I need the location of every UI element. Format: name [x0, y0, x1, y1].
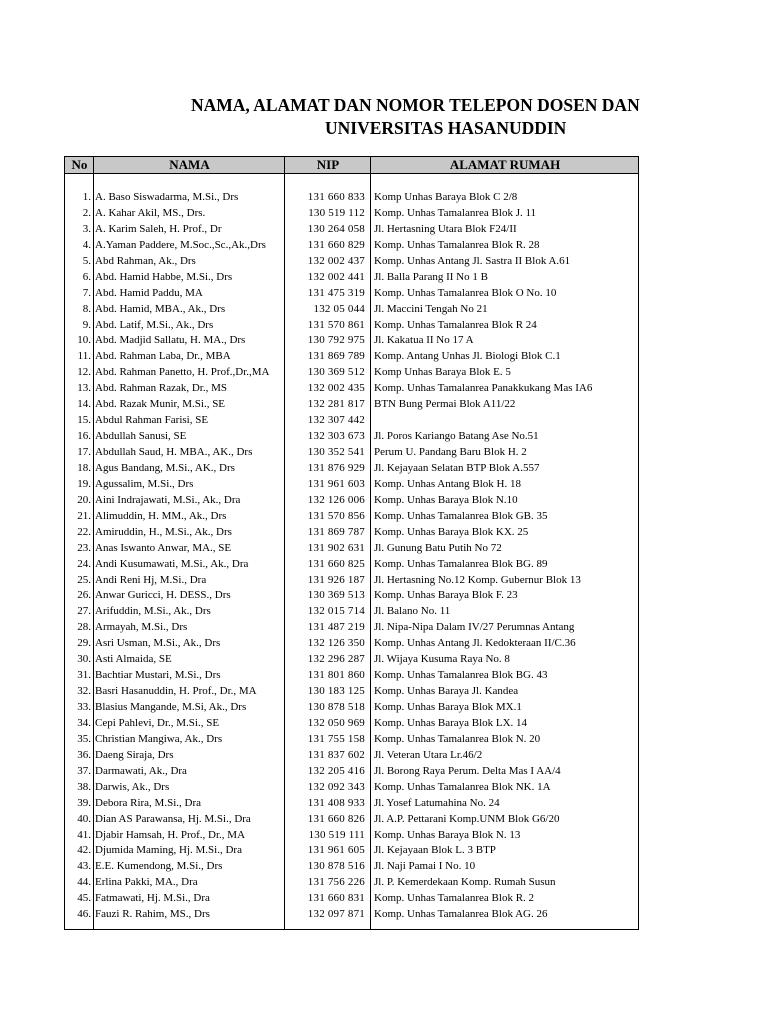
- row-alamat: Jl. Maccini Tengah No 21: [374, 302, 488, 315]
- row-nip: 132 205 416: [307, 764, 365, 777]
- row-alamat: Komp. Unhas Tamalanrea Blok NK. 1A: [374, 780, 551, 793]
- row-nama: Basri Hasanuddin, H. Prof., Dr., MA: [95, 685, 257, 698]
- row-number: 15.: [77, 414, 91, 427]
- row-nama: Abd. Rahman Panetto, H. Prof.,Dr.,MA: [95, 366, 270, 379]
- row-number: 46.: [77, 908, 91, 921]
- row-nip: 130 878 518: [307, 701, 365, 713]
- table-row: [64, 732, 639, 748]
- row-nama: Aini Indrajawati, M.Si., Ak., Dra: [95, 493, 241, 506]
- header-no: No: [71, 157, 88, 172]
- row-nip: 130 792 975: [307, 334, 365, 347]
- table-row: [64, 413, 639, 429]
- row-nama: Abd Rahman, Ak., Drs: [95, 254, 196, 267]
- row-nip: 131 660 829: [307, 238, 365, 251]
- row-alamat: Komp. Unhas Baraya Blok MX.1: [374, 701, 522, 713]
- row-number: 6.: [82, 270, 91, 283]
- row-nama: Dian AS Parawansa, Hj. M.Si., Dra: [95, 812, 251, 825]
- row-number: 35.: [77, 732, 91, 745]
- table-row: [64, 859, 639, 875]
- row-alamat: Jl. Wijaya Kusuma Raya No. 8: [374, 653, 510, 666]
- row-nama: Abdul Rahman Farisi, SE: [95, 414, 209, 427]
- row-nama: A.Yaman Paddere, M.Soc.,Sc.,Ak.,Drs: [95, 238, 266, 251]
- row-nip: 131 475 319: [307, 286, 365, 299]
- table-row: [64, 668, 639, 684]
- row-number: 2.: [82, 206, 91, 219]
- row-nip: 132 015 714: [307, 605, 365, 618]
- table-row: [64, 716, 639, 732]
- row-alamat: Jl. Kakatua II No 17 A: [374, 334, 474, 347]
- table-row: [64, 907, 639, 923]
- row-nip: 130 519 111: [308, 828, 365, 841]
- header-nama: NAMA: [169, 157, 210, 172]
- row-nama: A. Karim Saleh, H. Prof., Dr: [95, 222, 222, 235]
- row-nama: Anwar Guricci, H. DESS., Drs: [95, 589, 231, 602]
- table-row: [64, 891, 639, 907]
- table-row: [64, 700, 639, 716]
- row-nip: 131 660 825: [307, 557, 365, 570]
- document-title-line-1: NAMA, ALAMAT DAN NOMOR TELEPON DOSEN DAN: [191, 95, 640, 115]
- row-nama: Darwis, Ak., Drs: [95, 780, 170, 793]
- row-number: 3.: [82, 222, 91, 235]
- row-nama: Abd. Hamid, MBA., Ak., Drs: [95, 302, 226, 315]
- table-row: [64, 588, 639, 604]
- row-alamat: Komp. Unhas Tamalanrea Blok R 24: [374, 318, 537, 331]
- row-alamat: Jl. Hertasning No.12 Komp. Gubernur Blok 13: [374, 573, 581, 586]
- row-nama: Anas Iswanto Anwar, MA., SE: [95, 541, 232, 554]
- row-alamat: BTN Bung Permai Blok A11/22: [374, 398, 516, 411]
- table-row: [64, 270, 639, 286]
- row-nama: Arifuddin, M.Si., Ak., Drs: [95, 605, 211, 618]
- row-number: 26.: [77, 589, 91, 602]
- row-nama: Asri Usman, M.Si., Ak., Drs: [95, 637, 221, 650]
- row-nip: 131 660 826: [307, 812, 365, 825]
- row-alamat: Komp Unhas Baraya Blok E. 5: [374, 366, 511, 379]
- table-row: [64, 620, 639, 636]
- row-nip: 132 296 287: [307, 653, 365, 666]
- row-nip: 131 487 219: [307, 621, 365, 634]
- table-row: [64, 748, 639, 764]
- row-nip: 130 519 112: [308, 206, 365, 219]
- row-number: 12.: [77, 366, 91, 379]
- row-number: 14.: [77, 398, 91, 411]
- row-nip: 132 05 044: [313, 302, 365, 315]
- row-nip: 131 408 933: [307, 796, 365, 809]
- row-alamat: Komp Unhas Baraya Blok C 2/8: [374, 191, 518, 203]
- row-nip: 131 660 833: [307, 191, 365, 203]
- row-number: 8.: [82, 302, 91, 315]
- row-nama: Abdullah Saud, H. MBA., AK., Drs: [95, 446, 253, 458]
- row-nama: Fauzi R. Rahim, MS., Drs: [95, 908, 210, 921]
- table-row: [64, 493, 639, 509]
- row-number: 4.: [82, 238, 91, 251]
- row-number: 45.: [77, 892, 91, 905]
- row-nama: Christian Mangiwa, Ak., Drs: [95, 732, 223, 745]
- row-number: 5.: [82, 254, 91, 267]
- row-alamat: Jl. Poros Kariango Batang Ase No.51: [374, 430, 539, 443]
- table-row: [64, 573, 639, 589]
- row-nama: Cepi Pahlevi, Dr., M.Si., SE: [95, 716, 220, 729]
- row-nip: 132 092 343: [307, 780, 365, 793]
- row-nama: Djabir Hamsah, H. Prof., Dr., MA: [95, 828, 246, 841]
- row-number: 10.: [77, 334, 91, 347]
- row-nama: Djumida Maming, Hj. M.Si., Dra: [95, 844, 242, 857]
- row-number: 34.: [77, 716, 91, 729]
- row-nip: 130 183 125: [307, 685, 365, 698]
- row-number: 1.: [82, 191, 91, 203]
- row-number: 42.: [77, 844, 91, 857]
- row-nama: Darmawati, Ak., Dra: [95, 764, 187, 777]
- row-alamat: Komp. Unhas Tamalanrea Blok J. 11: [374, 206, 537, 219]
- document-title-line-2: UNIVERSITAS HASANUDDIN: [325, 118, 567, 138]
- row-nip: 130 352 541: [307, 446, 365, 458]
- row-nama: Alimuddin, H. MM., Ak., Drs: [95, 509, 227, 522]
- table-row: [64, 875, 639, 891]
- row-alamat: Jl. Balla Parang II No 1 B: [374, 270, 488, 283]
- row-number: 19.: [77, 477, 91, 490]
- row-nama: A. Baso Siswadarma, M.Si., Drs: [95, 191, 239, 203]
- table-row: [64, 604, 639, 620]
- row-number: 20.: [77, 493, 91, 506]
- table-row: [64, 302, 639, 318]
- row-number: 36.: [77, 748, 91, 761]
- row-alamat: Jl. P. Kemerdekaan Komp. Rumah Susun: [374, 876, 556, 889]
- row-nama: Abd. Hamid Paddu, MA: [95, 286, 203, 299]
- row-nip: 132 303 673: [307, 430, 365, 443]
- row-nama: Fatmawati, Hj. M.Si., Dra: [95, 892, 210, 905]
- row-number: 24.: [77, 557, 91, 570]
- table-row: [64, 812, 639, 828]
- table-row: [64, 445, 639, 461]
- row-number: 17.: [77, 446, 91, 458]
- row-alamat: Komp. Unhas Tamalanrea Blok N. 20: [374, 732, 541, 745]
- row-nip: 132 002 441: [307, 270, 365, 283]
- row-nip: 130 878 516: [307, 860, 365, 873]
- row-nip: 131 926 187: [307, 573, 365, 586]
- table-row: [64, 843, 639, 859]
- row-nip: 131 660 831: [307, 892, 365, 905]
- row-nama: Daeng Siraja, Drs: [95, 748, 174, 761]
- table-row: [64, 541, 639, 557]
- table-row: [64, 525, 639, 541]
- row-alamat: Komp. Unhas Antang Jl. Sastra II Blok A.61: [374, 254, 571, 267]
- row-alamat: Komp. Unhas Baraya Blok N. 13: [374, 828, 521, 841]
- header-alamat: ALAMAT RUMAH: [449, 157, 561, 172]
- row-nip: 131 755 158: [307, 732, 365, 745]
- table-row: [64, 318, 639, 334]
- table-row: [64, 636, 639, 652]
- table-row: [64, 333, 639, 349]
- row-alamat: Komp. Unhas Baraya Blok LX. 14: [374, 716, 528, 729]
- row-number: 37.: [77, 764, 91, 777]
- row-alamat: Jl. Balano No. 11: [374, 605, 451, 618]
- row-number: 7.: [82, 286, 91, 299]
- table-row: [64, 652, 639, 668]
- row-number: 11.: [77, 350, 91, 363]
- row-nip: 131 961 603: [307, 477, 365, 490]
- table-row: [64, 222, 639, 238]
- row-nip: 131 570 861: [307, 318, 365, 331]
- table-row: [64, 796, 639, 812]
- row-number: 21.: [77, 509, 91, 522]
- row-nip: 130 369 513: [307, 589, 365, 602]
- row-nama: Abd. Madjid Sallatu, H. MA., Drs: [95, 334, 246, 347]
- table-row: [64, 828, 639, 844]
- row-nip: 131 570 856: [307, 509, 365, 522]
- table-row: [64, 684, 639, 700]
- row-alamat: Jl. Veteran Utara Lr.46/2: [374, 748, 483, 761]
- row-number: 32.: [77, 685, 91, 698]
- row-nama: Abd. Latif, M.Si., Ak., Drs: [95, 318, 214, 331]
- row-number: 43.: [77, 860, 91, 873]
- row-number: 33.: [77, 701, 91, 713]
- row-number: 31.: [77, 669, 91, 682]
- table-row: [64, 206, 639, 222]
- row-nama: E.E. Kumendong, M.Si., Drs: [95, 860, 223, 873]
- table-row: [64, 286, 639, 302]
- row-nama: A. Kahar Akil, MS., Drs.: [95, 206, 206, 219]
- row-nip: 132 002 437: [307, 254, 365, 267]
- row-nip: 131 837 602: [307, 748, 365, 761]
- row-nip: 131 961 605: [307, 844, 365, 857]
- row-alamat: Jl. Kejayaan Blok L. 3 BTP: [374, 844, 496, 857]
- table-row: [64, 780, 639, 796]
- row-nama: Abd. Hamid Habbe, M.Si., Drs: [95, 270, 233, 283]
- row-alamat: Jl. Yosef Latumahina No. 24: [374, 796, 500, 809]
- row-nama: Amiruddin, H., M.Si., Ak., Drs: [95, 525, 232, 538]
- row-nip: 132 126 350: [307, 637, 365, 650]
- row-alamat: Jl. Gunung Batu Putih No 72: [374, 541, 502, 554]
- row-nip: 131 756 226: [307, 876, 365, 889]
- row-alamat: Komp. Unhas Antang Jl. Kedokteraan II/C.36: [374, 637, 576, 650]
- row-alamat: Komp. Unhas Tamalanrea Panakkukang Mas IA6: [374, 382, 593, 395]
- row-alamat: Jl. Naji Pamai I No. 10: [374, 860, 476, 873]
- row-nip: 131 869 789: [307, 350, 365, 363]
- table-header: [64, 156, 639, 174]
- row-nip: 132 050 969: [307, 716, 365, 729]
- row-number: 16.: [77, 430, 91, 443]
- row-nama: Agussalim, M.Si., Drs: [95, 477, 194, 490]
- row-number: 25.: [77, 573, 91, 586]
- row-nama: Andi Reni Hj, M.Si., Dra: [95, 573, 207, 586]
- row-alamat: Komp. Unhas Baraya Blok N.10: [374, 493, 518, 506]
- row-nip: 131 876 929: [307, 461, 365, 474]
- row-nip: 132 002 435: [307, 382, 365, 395]
- row-nama: Erlina Pakki, MA., Dra: [95, 876, 198, 889]
- row-number: 23.: [77, 541, 91, 554]
- table-row: [64, 461, 639, 477]
- row-nama: Andi Kusumawati, M.Si., Ak., Dra: [95, 557, 249, 570]
- row-alamat: Jl. Hertasning Utara Blok F24/II: [374, 222, 517, 235]
- row-alamat: Komp. Unhas Baraya Jl. Kandea: [374, 685, 519, 698]
- row-nama: Agus Bandang, M.Si., AK., Drs: [95, 461, 235, 474]
- row-number: 39.: [77, 796, 91, 809]
- row-number: 13.: [77, 382, 91, 395]
- row-number: 40.: [77, 812, 91, 825]
- row-number: 29.: [77, 637, 91, 650]
- row-nip: 132 307 442: [307, 414, 365, 427]
- row-alamat: Komp. Unhas Baraya Blok F. 23: [374, 589, 518, 602]
- table-row: [64, 477, 639, 493]
- table-row: [64, 365, 639, 381]
- row-nama: Armayah, M.Si., Drs: [95, 621, 188, 634]
- table-row: [64, 429, 639, 445]
- row-number: 18.: [77, 461, 91, 474]
- table-row: [64, 509, 639, 525]
- row-nama: Abd. Rahman Razak, Dr., MS: [95, 382, 227, 395]
- row-alamat: Komp. Unhas Tamalanrea Blok AG. 26: [374, 908, 548, 921]
- row-alamat: Jl. Kejayaan Selatan BTP Blok A.557: [374, 461, 540, 474]
- row-number: 9.: [82, 318, 91, 331]
- table-row: [64, 764, 639, 780]
- row-alamat: Komp. Unhas Tamalanrea Blok BG. 43: [374, 669, 548, 682]
- row-nama: Asti Almaida, SE: [95, 653, 172, 666]
- row-nip: 130 369 512: [307, 366, 365, 379]
- row-number: 30.: [77, 653, 91, 666]
- table-row: [64, 557, 639, 573]
- row-alamat: Jl. Nipa-Nipa Dalam IV/27 Perumnas Antang: [374, 621, 575, 634]
- row-nip: 132 097 871: [307, 908, 365, 921]
- row-number: 41.: [77, 828, 91, 841]
- row-alamat: Komp. Unhas Tamalanrea Blok O No. 10: [374, 286, 557, 299]
- row-nama: Bachtiar Mustari, M.Si., Drs: [95, 669, 221, 682]
- table-row: [64, 254, 639, 270]
- header-nip: NIP: [316, 157, 340, 172]
- row-alamat: Komp. Unhas Tamalanrea Blok R. 2: [374, 892, 535, 905]
- row-nama: Blasius Mangande, M.Si, Ak., Drs: [95, 701, 247, 713]
- table-row: [64, 397, 639, 413]
- row-alamat: Perum U. Pandang Baru Blok H. 2: [374, 446, 527, 458]
- row-nip: 132 281 817: [307, 398, 365, 411]
- row-nama: Debora Rira, M.Si., Dra: [95, 796, 202, 809]
- row-alamat: Komp. Unhas Tamalanrea Blok R. 28: [374, 238, 540, 251]
- table-body: [64, 190, 639, 923]
- row-number: 44.: [77, 876, 91, 889]
- row-nama: Abd. Rahman Laba, Dr., MBA: [95, 350, 231, 363]
- row-alamat: Jl. Borong Raya Perum. Delta Mas I AA/4: [374, 764, 561, 777]
- row-alamat: Komp. Unhas Antang Blok H. 18: [374, 477, 521, 490]
- row-nip: 131 869 787: [307, 525, 365, 538]
- table-row: [64, 381, 639, 397]
- row-alamat: Komp. Unhas Tamalanrea Blok BG. 89: [374, 557, 548, 570]
- row-number: 27.: [77, 605, 91, 618]
- table-row: [64, 238, 639, 254]
- row-alamat: Komp. Antang Unhas Jl. Biologi Blok C.1: [374, 350, 561, 363]
- table-row: [64, 190, 639, 206]
- row-nip: 131 801 860: [307, 669, 365, 682]
- row-number: 22.: [77, 525, 91, 538]
- row-alamat: Jl. A.P. Pettarani Komp.UNM Blok G6/20: [374, 812, 560, 825]
- row-number: 28.: [77, 621, 91, 634]
- row-nama: Abdullah Sanusi, SE: [95, 430, 187, 443]
- row-number: 38.: [77, 780, 91, 793]
- row-nip: 131 902 631: [307, 541, 365, 554]
- row-nip: 130 264 058: [307, 222, 365, 235]
- row-alamat: Komp. Unhas Tamalanrea Blok GB. 35: [374, 509, 548, 522]
- table-row: [64, 349, 639, 365]
- table-border-bottom: [64, 929, 639, 930]
- row-nip: 132 126 006: [307, 493, 365, 506]
- row-nama: Abd. Razak Munir, M.Si., SE: [95, 398, 226, 411]
- row-alamat: Komp. Unhas Baraya Blok KX. 25: [374, 525, 529, 538]
